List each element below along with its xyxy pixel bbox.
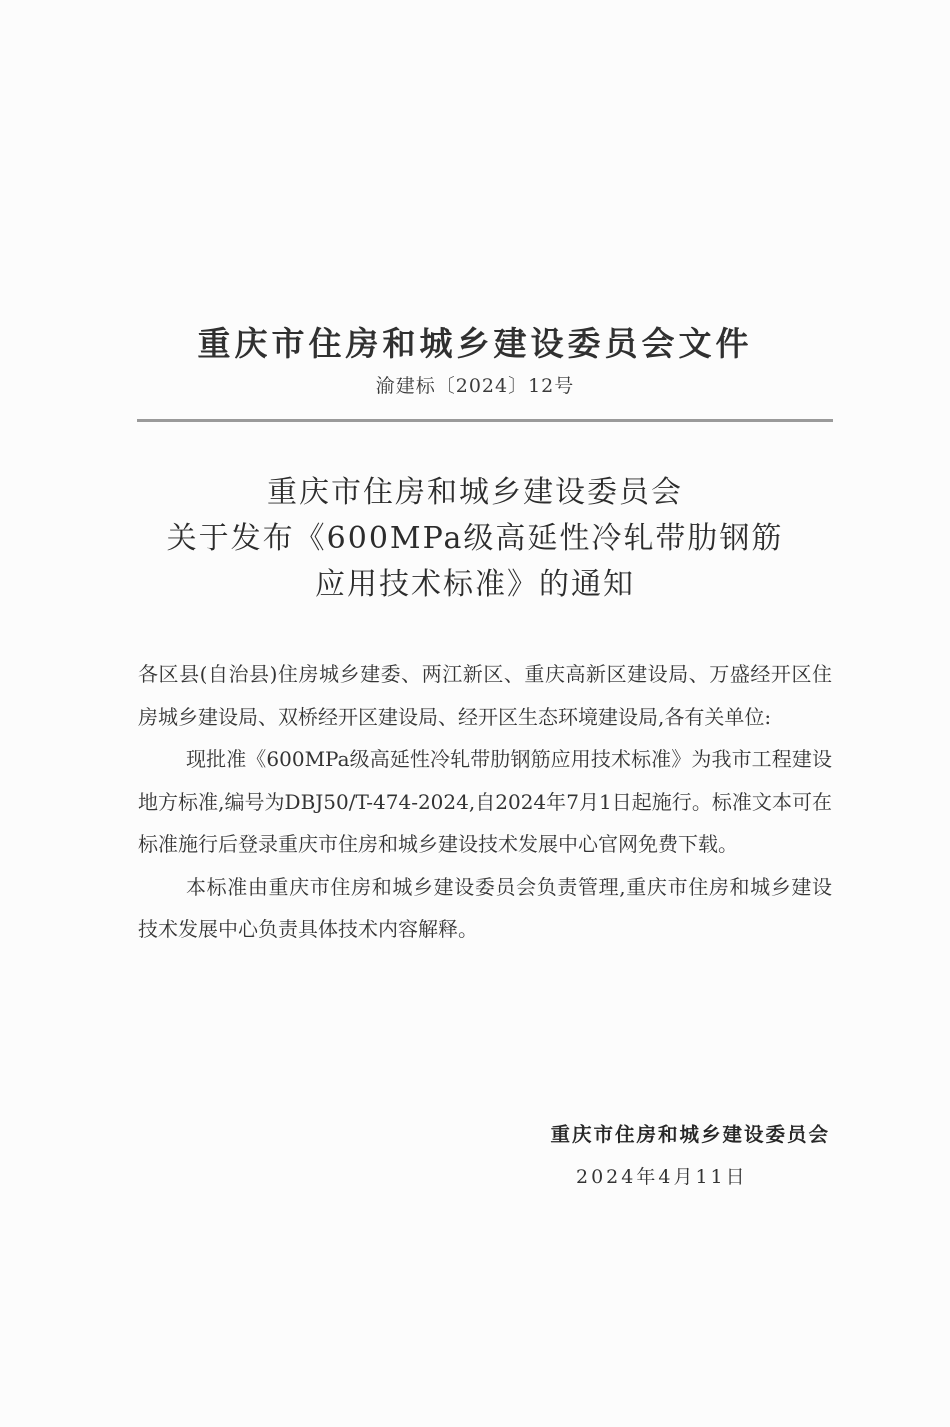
notice-title-line-1: 重庆市住房和城乡建设委员会 [267,475,683,510]
document-header-title: 重庆市住房和城乡建设委员会文件 [197,324,753,363]
management-paragraph: 本标准由重庆市住房和城乡建设委员会负责管理,重庆市住房和城乡建设技术发展中心负责具体技术内容解释。 [138,874,832,941]
notice-title [0,470,950,608]
signature-organization: 重庆市住房和城乡建设委员会 [550,1123,830,1146]
recipients-paragraph: 各区县(自治县)住房城乡建委、两江新区、重庆高新区建设局、万盛经开区住房城乡建设局、双桥经开区建设局、经开区生态环境建设局,各有关单位: [138,662,832,729]
document-number: 渝建标〔2024〕12号 [375,375,575,397]
signature-date: 2024年4月11日 [576,1166,748,1188]
notice-title-line-3: 应用技术标准》的通知 [315,567,635,602]
header-divider [137,419,833,422]
approval-paragraph: 现批准《600MPa级高延性冷轧带肋钢筋应用技术标准》为我市工程建设地方标准,编号为DBJ50/T-474-2024,自2024年7月1日起施行。标准文本可在标准施行后登录重庆市住房和城乡建设技术发展中心官网免费下载。 [138,747,832,856]
notice-body [138,653,832,951]
notice-title-line-2: 关于发布《600MPa级高延性冷轧带肋钢筋 [166,521,784,556]
